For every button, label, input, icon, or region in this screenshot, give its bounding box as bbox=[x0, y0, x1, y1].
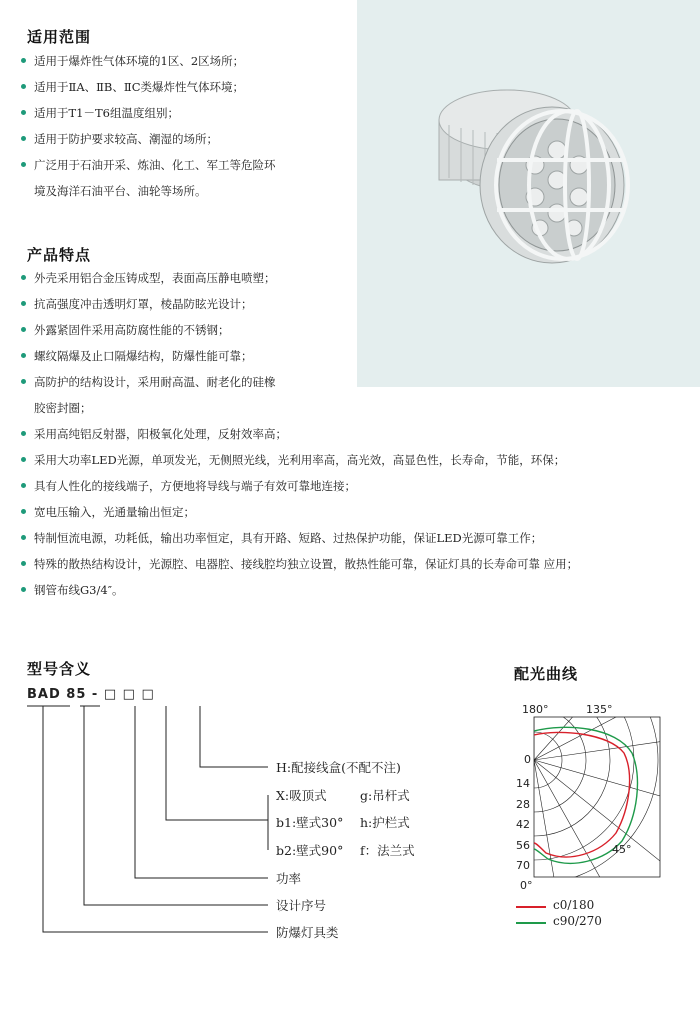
angle-label-135: 135° bbox=[586, 703, 613, 716]
list-item: 采用大功率LED光源，单项发光，无侧照光线，光利用率高，高光效，高显色性，长寿命，节能，环保； bbox=[20, 447, 578, 473]
legend-swatch-c90 bbox=[516, 922, 546, 924]
list-item: 抗高强度冲击透明灯罩，棱晶防眩光设计； bbox=[20, 291, 578, 317]
model-label-hh: h:护栏式 bbox=[360, 815, 410, 830]
list-item-text: 广泛用于石油开采、炼油、化工、军工等危险环 bbox=[34, 158, 276, 172]
radial-label-14: 14 bbox=[516, 777, 530, 790]
radial-label-42: 42 bbox=[516, 818, 530, 831]
list-item: 适用于爆炸性气体环境的1区、2区场所； bbox=[20, 48, 276, 74]
radial-label-70: 70 bbox=[516, 859, 530, 872]
list-item: 外壳采用铝合金压铸成型，表面高压静电喷塑； bbox=[20, 265, 578, 291]
list-item: 采用高纯铝反射器，阳极氧化处理，反射效率高； bbox=[20, 421, 578, 447]
angle-label-180: 180° bbox=[522, 703, 549, 716]
list-item-text: 高防护的结构设计，采用耐高温、耐老化的硅橡 bbox=[34, 375, 276, 389]
model-label-b2: b2:壁式90° bbox=[276, 843, 344, 858]
model-label-h: H:配接线盒(不配不注) bbox=[276, 760, 401, 775]
scope-heading: 适用范围 bbox=[27, 28, 92, 46]
model-heading: 型号含义 bbox=[27, 660, 92, 678]
list-item bbox=[20, 152, 276, 198]
model-label-type: 防爆灯具类 bbox=[276, 925, 339, 940]
features-list bbox=[20, 265, 578, 603]
list-item: 特制恒流电源，功耗低，输出功率恒定，具有开路、短路、过热保护功能，保证LED光源可靠工作； bbox=[20, 525, 578, 551]
model-label-g: g:吊杆式 bbox=[360, 788, 410, 803]
radial-label-28: 28 bbox=[516, 798, 530, 811]
features-heading: 产品特点 bbox=[27, 246, 92, 264]
model-code: BAD 85 - □ □ □ bbox=[27, 687, 155, 702]
model-label-serial: 设计序号 bbox=[276, 898, 327, 913]
scope-list bbox=[20, 48, 276, 198]
list-item-continuation: 胶密封圈； bbox=[34, 401, 92, 415]
light-distribution-diagram bbox=[500, 693, 670, 893]
list-item-continuation: 境及海洋石油平台、油轮等场所。 bbox=[34, 184, 207, 198]
radial-label-56: 56 bbox=[516, 839, 530, 852]
list-item: 适用于防护要求较高、潮湿的场所； bbox=[20, 126, 276, 152]
list-item: 具有人性化的接线端子，方便地将导线与端子有效可靠地连接； bbox=[20, 473, 578, 499]
angle-label-45: 45° bbox=[612, 843, 632, 856]
list-item: 外露紧固件采用高防腐性能的不锈钢； bbox=[20, 317, 578, 343]
curve-heading: 配光曲线 bbox=[514, 665, 579, 683]
model-label-f: f：法兰式 bbox=[360, 843, 415, 858]
legend-label-c90: c90/270 bbox=[553, 914, 602, 928]
list-item: 螺纹隔爆及止口隔爆结构，防爆性能可靠； bbox=[20, 343, 578, 369]
list-item: 特殊的散热结构设计，光源腔、电器腔、接线腔均独立设置，散热性能可靠，保证灯具的长寿命可靠 应用； bbox=[20, 551, 578, 577]
list-item bbox=[20, 369, 578, 421]
radial-label-0: 0 bbox=[524, 753, 531, 766]
list-item: 适用于T1－T6组温度组别； bbox=[20, 100, 276, 126]
list-item: 宽电压输入，光通量输出恒定； bbox=[20, 499, 578, 525]
legend-label-c0: c0/180 bbox=[553, 898, 595, 912]
model-label-x: X:吸顶式 bbox=[276, 788, 327, 803]
angle-label-0: 0° bbox=[520, 879, 533, 892]
model-label-power: 功率 bbox=[276, 871, 302, 886]
list-item: 钢管布线G3/4″。 bbox=[20, 577, 578, 603]
legend-swatch-c0 bbox=[516, 906, 546, 908]
list-item: 适用于ⅡA、ⅡB、ⅡC类爆炸性气体环境； bbox=[20, 74, 276, 100]
model-label-b1: b1:壁式30° bbox=[276, 815, 344, 830]
